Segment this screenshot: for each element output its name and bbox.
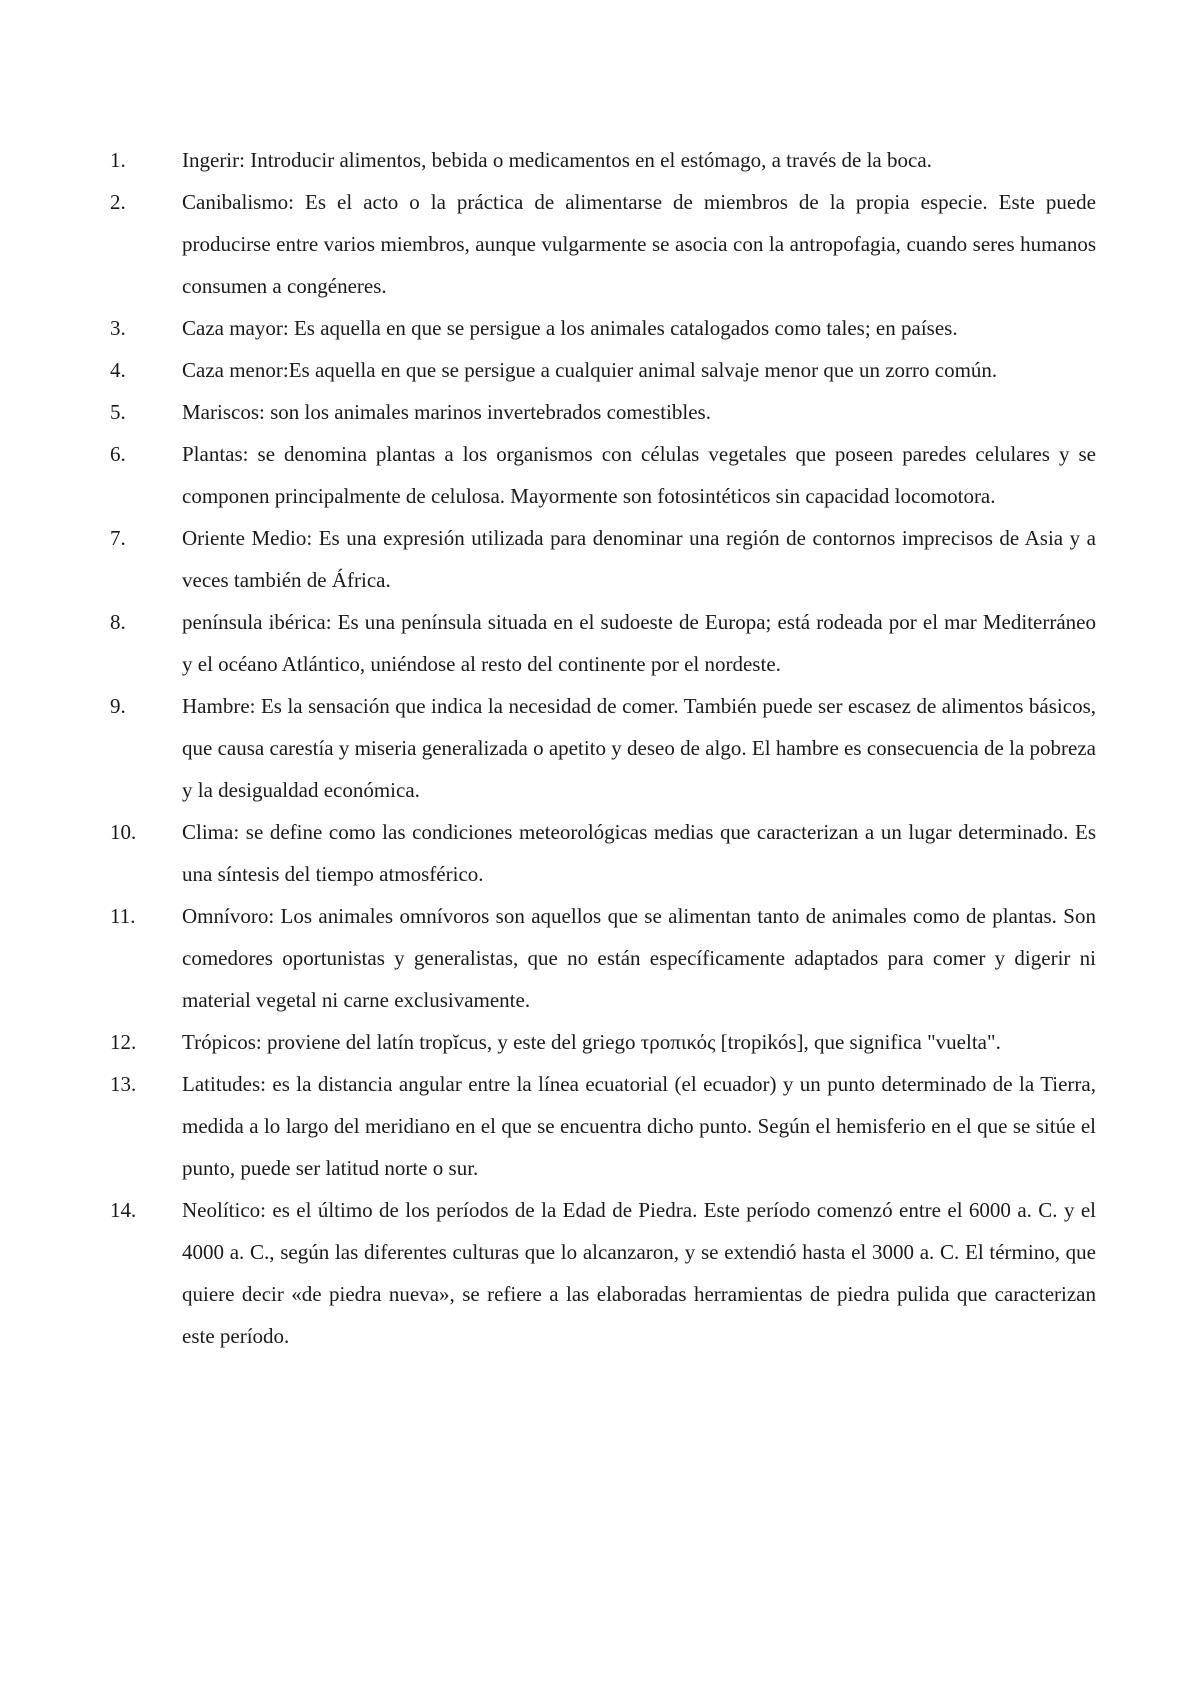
list-item — [0, 517, 1200, 601]
list-item — [0, 1021, 1200, 1063]
item-number: 5. — [110, 400, 126, 424]
item-text: Mariscos: son los animales marinos invertebrados comestibles. — [182, 400, 711, 424]
item-text: Trópicos: proviene del latín tropĭcus, y este del griego τροπικός [tropikós], que significa "vuelta". — [182, 1030, 1001, 1054]
list-item — [0, 811, 1200, 895]
item-number: 2. — [110, 190, 126, 214]
item-text: Caza menor:Es aquella en que se persigue a cualquier animal salvaje menor que un zorro común. — [182, 358, 998, 382]
list-item — [0, 895, 1200, 1021]
item-number: 7. — [110, 526, 126, 550]
item-number: 13. — [110, 1072, 137, 1096]
item-text: Ingerir: Introducir alimentos, bebida o medicamentos en el estómago, a través de la boca. — [182, 148, 932, 172]
item-text: Caza mayor: Es aquella en que se persigue a los animales catalogados como tales; en países. — [182, 316, 958, 340]
item-text: Hambre: Es la sensación que indica la necesidad de comer. También puede ser escasez de alimentos básicos, que causa carestía y miseria generalizada o apetito y deseo de algo. El hambre es consecuencia de la pobreza y la desigualdad económica. — [182, 694, 1096, 802]
list-item — [0, 349, 1200, 391]
list-item — [0, 391, 1200, 433]
item-number: 6. — [110, 442, 126, 466]
item-text: Oriente Medio: Es una expresión utilizada para denominar una región de contornos imprecisos de Asia y a veces también de África. — [182, 526, 1096, 592]
definition-list — [0, 139, 1200, 1357]
list-item — [0, 307, 1200, 349]
list-item — [0, 139, 1200, 181]
item-number: 11. — [110, 904, 136, 928]
item-number: 8. — [110, 610, 126, 634]
item-number: 14. — [110, 1198, 137, 1222]
item-text: Canibalismo: Es el acto o la práctica de alimentarse de miembros de la propia especie. Este puede producirse entre varios miembros, aunque vulgarmente se asocia con la antropofagia, cuando seres humanos consumen a congéneres. — [182, 190, 1096, 298]
item-number: 10. — [110, 820, 137, 844]
item-text: Omnívoro: Los animales omnívoros son aquellos que se alimentan tanto de animales como de plantas. Son comedores oportunistas y generalistas, que no están específicamente adaptados para comer y digerir ni material vegetal ni carne exclusivamente. — [182, 904, 1096, 1012]
list-item — [0, 1063, 1200, 1189]
list-item — [0, 433, 1200, 517]
item-text: Plantas: se denomina plantas a los organismos con células vegetales que poseen paredes celulares y se componen principalmente de celulosa. Mayormente son fotosintéticos sin capacidad locomotora. — [182, 442, 1096, 508]
item-number: 3. — [110, 316, 126, 340]
item-text: Latitudes: es la distancia angular entre la línea ecuatorial (el ecuador) y un punto determinado de la Tierra, medida a lo largo del meridiano en el que se encuentra dicho punto. Según el hemisferio en el que se sitúe el punto, puede ser latitud norte o sur. — [182, 1072, 1096, 1180]
item-text: Neolítico: es el último de los períodos de la Edad de Piedra. Este período comenzó entre el 6000 a. C. y el 4000 a. C., según las diferentes culturas que lo alcanzaron, y se extendió hasta el 3000 a. C. El término, que quiere decir «de piedra nueva», se refiere a las elaboradas herramientas de piedra pulida que caracterizan este período. — [182, 1198, 1096, 1348]
item-number: 1. — [110, 148, 126, 172]
item-text: península ibérica: Es una península situada en el sudoeste de Europa; está rodeada por el mar Mediterráneo y el océano Atlántico, uniéndose al resto del continente por el nordeste. — [182, 610, 1096, 676]
item-number: 4. — [110, 358, 126, 382]
item-number: 12. — [110, 1030, 137, 1054]
list-item — [0, 181, 1200, 307]
list-item — [0, 685, 1200, 811]
item-number: 9. — [110, 694, 126, 718]
list-item — [0, 601, 1200, 685]
item-text: Clima: se define como las condiciones meteorológicas medias que caracterizan a un lugar determinado. Es una síntesis del tiempo atmosférico. — [182, 820, 1096, 886]
list-item — [0, 1189, 1200, 1357]
